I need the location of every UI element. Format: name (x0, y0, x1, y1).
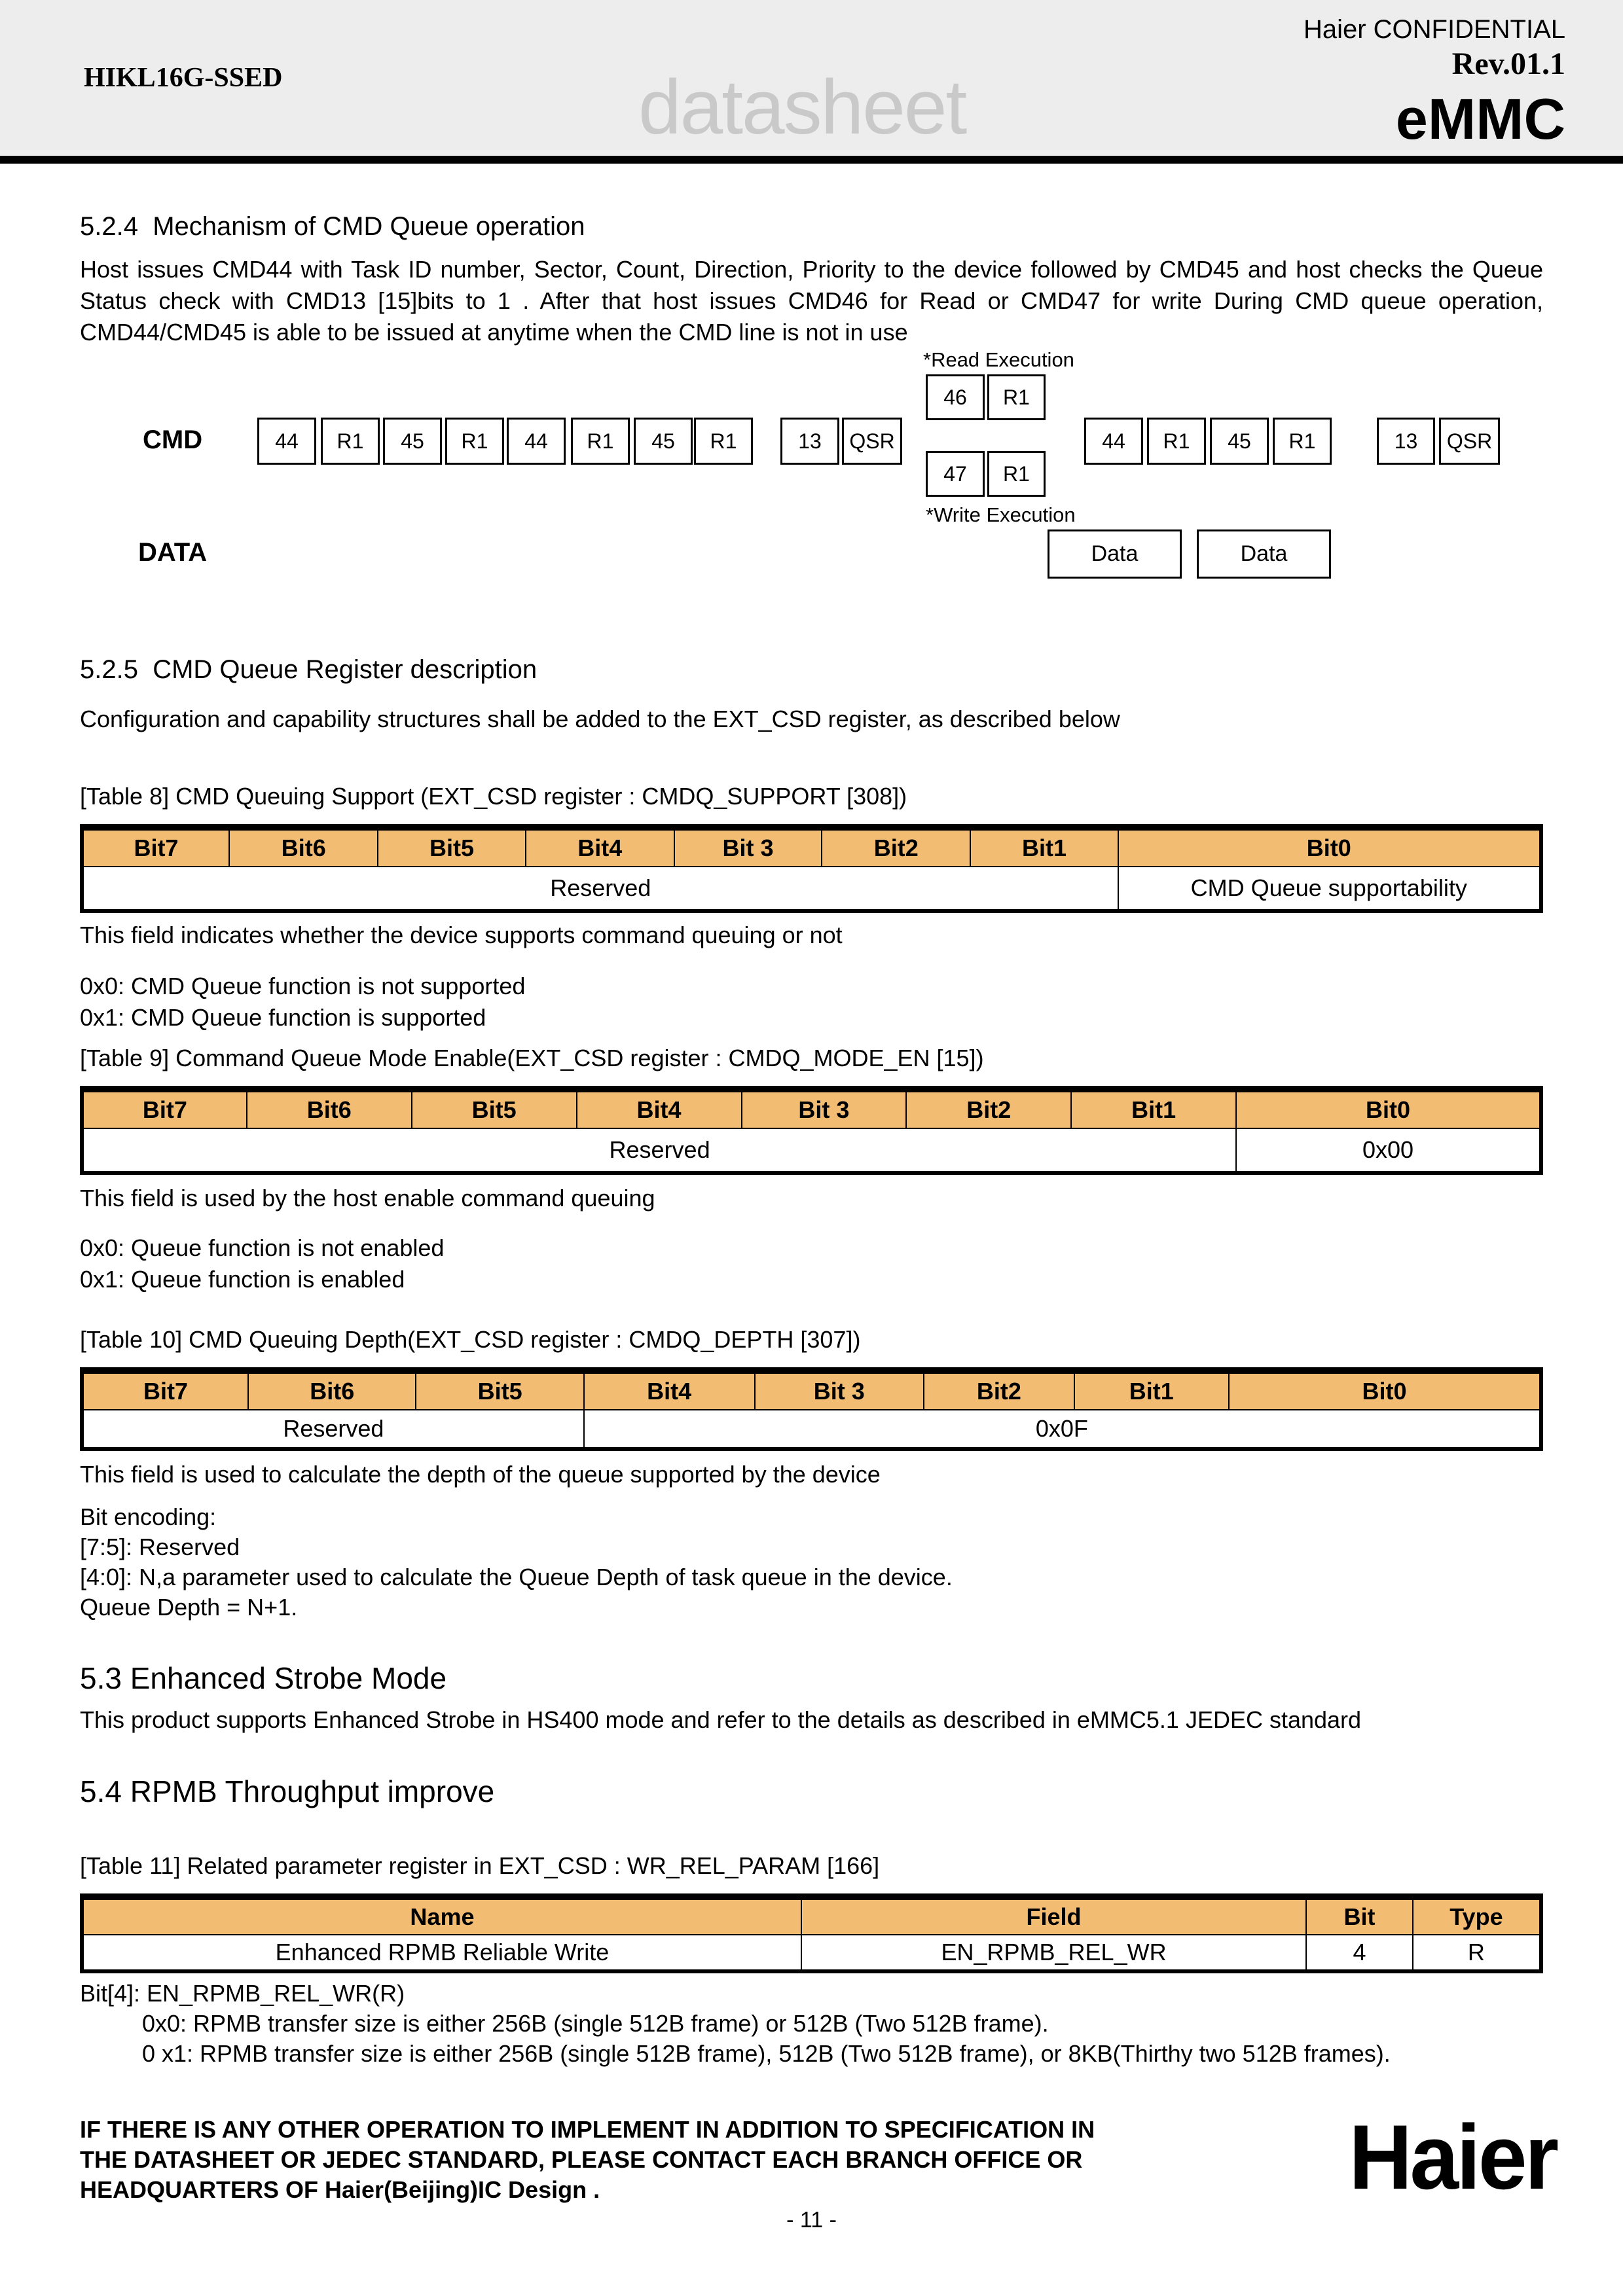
table8-header-cell: Bit7 (82, 827, 229, 867)
bit-encoding-line: Bit encoding: (80, 1503, 217, 1530)
page-footer (80, 2106, 1556, 2208)
section-54-heading: 5.4 RPMB Throughput improve (80, 1774, 495, 1808)
write-execution-label: *Write Execution (926, 503, 1076, 526)
footer-notice-line: THE DATASHEET OR JEDEC STANDARD, PLEASE CONTACT EACH BRANCH OFFICE OR (80, 2146, 1083, 2173)
section-53-body: This product supports Enhanced Strobe in HS400 mode and refer to the details as described in eMMC5.1 JEDEC standard (80, 1706, 1362, 1733)
table10-note: This field is used to calculate the depth of the queue supported by the device (80, 1461, 881, 1488)
table9-caption: [Table 9] Command Queue Mode Enable(EXT_CSD register : CMDQ_MODE_EN [15]) (80, 1045, 984, 1071)
write-exec-box: 47 (926, 451, 985, 497)
cmd-box: 45 (383, 418, 442, 465)
table9-cmdq-mode-en (80, 1086, 1543, 1175)
table11-caption: [Table 11] Related parameter register in EXT_CSD : WR_REL_PARAM [166] (80, 1852, 880, 1879)
table9-header-cell: Bit4 (577, 1089, 742, 1128)
footer-notice-line: HEADQUARTERS OF Haier(Beijing)IC Design . (80, 2176, 600, 2203)
table11-header-cell: Type (1413, 1897, 1541, 1935)
confidential-label: Haier CONFIDENTIAL (1303, 15, 1565, 44)
section-525-heading: 5.2.5 CMD Queue Register description (80, 655, 538, 684)
table8-value-line: 0x0: CMD Queue function is not supported (80, 973, 526, 999)
bit-encoding-line: [7:5]: Reserved (80, 1534, 240, 1560)
cmd-box: QSR (1439, 418, 1500, 465)
cmd-queue-diagram (80, 348, 1543, 577)
write-exec-box: R1 (987, 451, 1046, 497)
table11-field-cell: EN_RPMB_REL_WR (801, 1935, 1306, 1971)
header-divider-rule (0, 156, 1623, 164)
cmd-box: 13 (780, 418, 839, 465)
table11-value-line: 0 x1: RPMB transfer size is either 256B (single 512B frame), 512B (Two 512B frame), or 8KB(Thirthy two 512B frames). (142, 2040, 1391, 2067)
table10-header-cell: Bit1 (1074, 1371, 1229, 1410)
table11-note: Bit[4]: EN_RPMB_REL_WR(R) (80, 1980, 405, 2007)
table11-value-line: 0x0: RPMB transfer size is either 256B (single 512B frame) or 512B (Two 512B frame). (142, 2010, 1049, 2037)
table8-value-line: 0x1: CMD Queue function is supported (80, 1004, 486, 1031)
document-code: HIKL16G-SSED (84, 63, 283, 93)
table9-header-cell: Bit2 (906, 1089, 1071, 1128)
page-header (0, 0, 1623, 156)
cmd-box: R1 (571, 418, 630, 465)
read-exec-box: 46 (926, 374, 985, 420)
section-524-heading: 5.2.4 Mechanism of CMD Queue operation (80, 212, 585, 241)
table9-header-cell: Bit 3 (742, 1089, 907, 1128)
cmd-box: 44 (1084, 418, 1143, 465)
table8-cmdq-support (80, 824, 1543, 913)
read-exec-box: R1 (987, 374, 1046, 420)
bit-encoding-line: Queue Depth = N+1. (80, 1594, 298, 1621)
bit-encoding-line: [4:0]: N,a parameter used to calculate the Queue Depth of task queue in the device. (80, 1564, 953, 1590)
table8-header-cell: Bit 3 (674, 827, 822, 867)
table9-header-cell: Bit1 (1071, 1089, 1236, 1128)
cmd-box: 44 (257, 418, 316, 465)
table9-bit0-cell: 0x00 (1236, 1128, 1541, 1173)
table8-reserved-cell: Reserved (82, 867, 1118, 911)
bit-encoding-block (80, 1502, 1543, 1623)
table11-header-cell: Field (801, 1897, 1306, 1935)
footer-notice (80, 2115, 1193, 2205)
cmd-box: QSR (842, 418, 902, 465)
footer-notice-line: IF THERE IS ANY OTHER OPERATION TO IMPLEMENT IN ADDITION TO SPECIFICATION IN (80, 2116, 1095, 2143)
table8-note: This field indicates whether the device supports command queuing or not (80, 922, 843, 948)
table8-header-cell: Bit6 (229, 827, 378, 867)
cmd-box: R1 (321, 418, 380, 465)
product-name: eMMC (1395, 86, 1565, 151)
revision-label: Rev.01.1 (1451, 46, 1565, 81)
table10-header-cell: Bit0 (1229, 1371, 1541, 1410)
data-line-label: DATA (138, 538, 208, 567)
haier-logo: Haier (1348, 2106, 1556, 2208)
section-524-body: Host issues CMD44 with Task ID number, Sector, Count, Direction, Priority to the device followed by CMD45 and host checks the Queue Status check with CMD13 [15]bits to 1 . After that host issues CMD46 for Read or CMD47 for write During CMD queue operation, CMD44/CMD45 is able to be issued at anytime when the CMD line is not in use (80, 256, 1543, 346)
table9-note: This field is used by the host enable command queuing (80, 1185, 655, 1211)
page-number: - 11 - (786, 2208, 837, 2233)
cmd-box: 13 (1377, 418, 1435, 465)
read-execution-label: *Read Execution (923, 348, 1074, 371)
table9-header-cell: Bit5 (412, 1089, 577, 1128)
table10-header-cell: Bit7 (82, 1371, 248, 1410)
table11-type-cell: R (1413, 1935, 1541, 1971)
cmd-line-label: CMD (143, 425, 203, 454)
data-block: Data (1048, 529, 1182, 579)
table10-header-cell: Bit 3 (755, 1371, 924, 1410)
table9-header-cell: Bit0 (1236, 1089, 1541, 1128)
table10-header-cell: Bit6 (248, 1371, 416, 1410)
table9-header-cell: Bit6 (247, 1089, 412, 1128)
page-content (80, 209, 1556, 2233)
cmd-box: R1 (694, 418, 753, 465)
datasheet-watermark: datasheet (638, 64, 966, 151)
section-525-body: Configuration and capability structures shall be added to the EXT_CSD register, as described below (80, 706, 1120, 732)
table9-header-cell: Bit7 (82, 1089, 247, 1128)
data-block: Data (1197, 529, 1331, 579)
cmd-box: R1 (445, 418, 504, 465)
table10-header-cell: Bit2 (924, 1371, 1074, 1410)
table9-value-line: 0x1: Queue function is enabled (80, 1266, 405, 1293)
table10-header-cell: Bit4 (584, 1371, 755, 1410)
section-53-heading: 5.3 Enhanced Strobe Mode (80, 1661, 447, 1695)
table10-header-cell: Bit5 (416, 1371, 583, 1410)
table8-caption: [Table 8] CMD Queuing Support (EXT_CSD register : CMDQ_SUPPORT [308]) (80, 783, 907, 810)
cmd-box: R1 (1147, 418, 1206, 465)
table10-cmdq-depth (80, 1367, 1543, 1451)
table10-value-cell: 0x0F (584, 1410, 1541, 1449)
cmd-box: 45 (1210, 418, 1269, 465)
cmd-box: 45 (634, 418, 693, 465)
cmd-box: R1 (1273, 418, 1332, 465)
table11-bit-cell: 4 (1306, 1935, 1413, 1971)
table11-header-cell: Bit (1306, 1897, 1413, 1935)
table11-wr-rel-param (80, 1893, 1543, 1973)
table8-bit0-cell: CMD Queue supportability (1118, 867, 1541, 911)
table8-header-cell: Bit0 (1118, 827, 1541, 867)
table8-header-cell: Bit2 (822, 827, 970, 867)
cmd-box: 44 (507, 418, 566, 465)
table11-header-cell: Name (82, 1897, 801, 1935)
table10-reserved-cell: Reserved (82, 1410, 584, 1449)
table9-reserved-cell: Reserved (82, 1128, 1236, 1173)
table9-value-line: 0x0: Queue function is not enabled (80, 1234, 445, 1261)
table8-header-cell: Bit1 (970, 827, 1118, 867)
table10-caption: [Table 10] CMD Queuing Depth(EXT_CSD register : CMDQ_DEPTH [307]) (80, 1326, 861, 1353)
table8-header-cell: Bit4 (526, 827, 674, 867)
table11-name-cell: Enhanced RPMB Reliable Write (82, 1935, 801, 1971)
table8-header-cell: Bit5 (378, 827, 525, 867)
header-right-block (1304, 13, 1565, 152)
